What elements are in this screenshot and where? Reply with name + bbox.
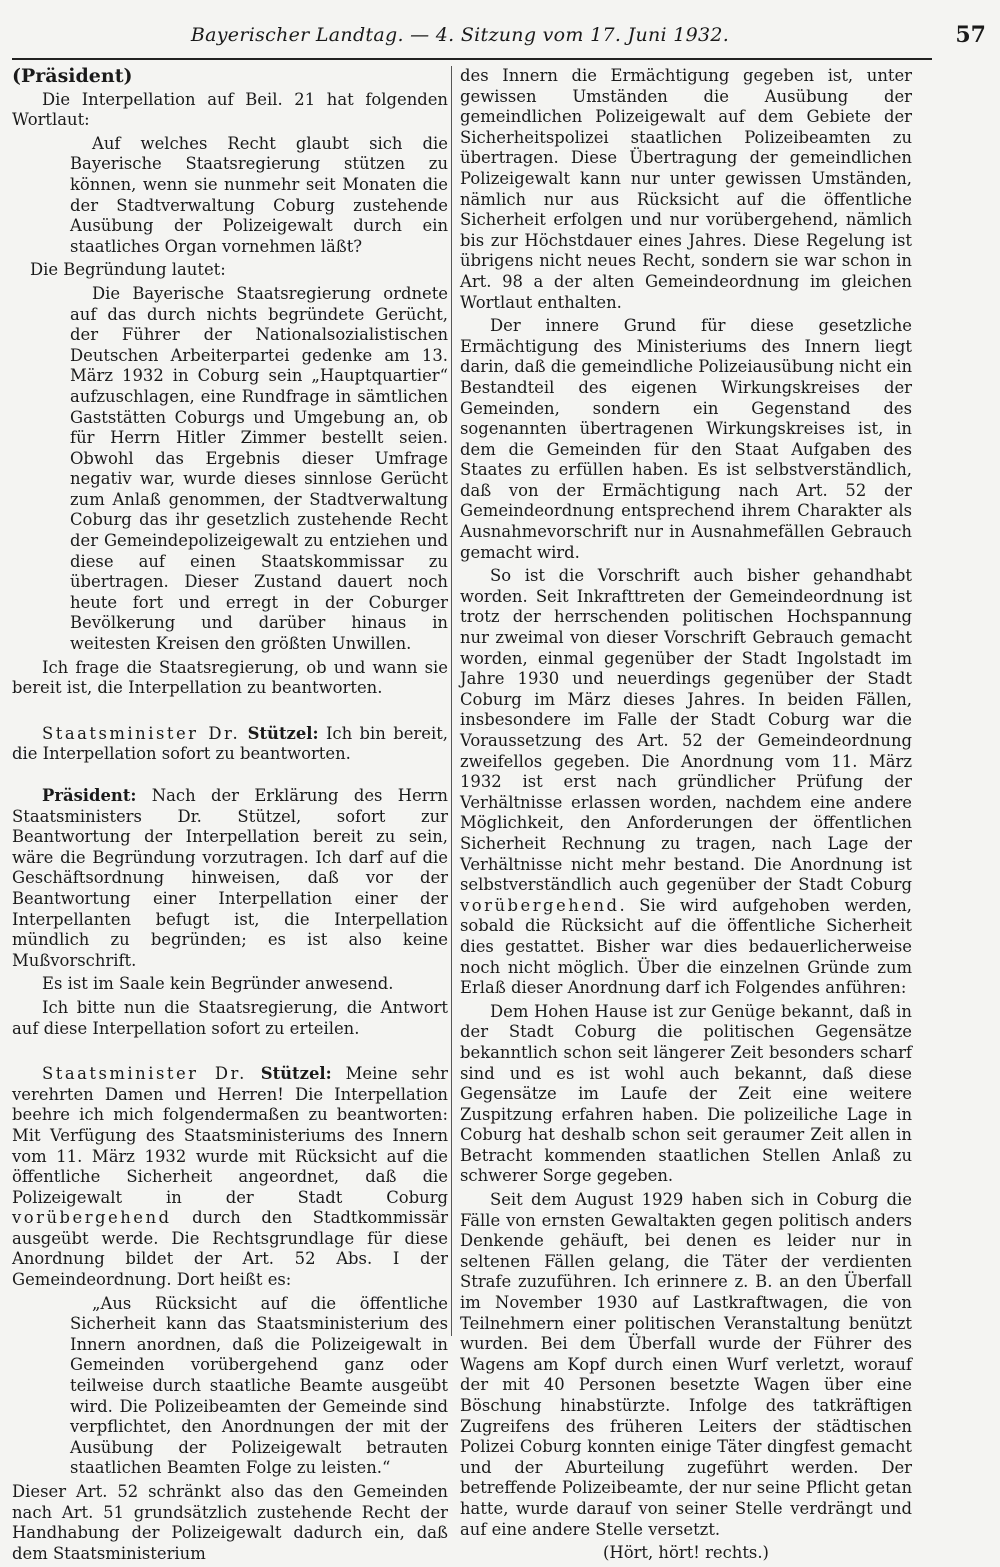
speaker-role: Staatsminister Dr. xyxy=(42,1064,247,1084)
quote-text: Die Bayerische Staatsregierung ordnete auf das durch nichts begründete Gerücht, der Führer der Nationalsozialistischen Deutschen Arbeiterpartei gedenke am 13. März 1932 in Coburg sein „Hauptquartier“ aufzuschlagen, eine Rundfrage in sämtlichen Gaststätten Coburgs und Umgebung an, ob für Herrn Hitler Zimmer bestellt seien. Obwohl das Ergebnis dieser Umfrage negativ war, wurde dieses sinnlose Gerücht zum Anlaß genommen, der Stadtverwaltung Coburg das ihr gesetzlich zustehende Recht der Gemeindepolizeigewalt zu entziehen und diese auf einen Staatskommissar zu übertragen. Dieser Zustand dauert noch heute fort und erregt in der Coburger Bevölkerung und darüber hinaus in weitesten Kreisen den größten Unwillen. xyxy=(70,283,448,654)
speaker-name: Stützel: xyxy=(260,1064,332,1084)
paragraph: Ich bitte nun die Staatsregierung, die Antwort auf diese Interpellation sofort zu erteilen. xyxy=(12,997,448,1038)
paragraph: Die Interpellation auf Beil. 21 hat folgenden Wortlaut: xyxy=(12,89,448,130)
speech-text: Ich bin bereit, die Interpellation sofort zu beantworten. xyxy=(12,723,448,764)
speech xyxy=(12,786,448,971)
paragraph: Dieser Art. 52 schränkt also das den Gemeinden nach Art. 51 grundsätzlich zustehende Recht der Handhabung der Polizeigewalt dadurch ein, daß dem Staatsministerium xyxy=(12,1482,448,1563)
paragraph: Es ist im Saale kein Begründer anwesend. xyxy=(42,974,394,994)
header-rule xyxy=(12,58,932,60)
paragraph: des Innern die Ermächtigung gegeben ist, unter gewissen Umständen die Ausübung der gemeindlichen Polizeigewalt auf dem Gebiete der Sicherheitspolizei staatlichen Polizeibeamten zu übertragen. Diese Übertragung der gemeindlichen Polizeigewalt kann nur unter gewissen Umständen, nämlich nur aus Rücksicht auf die öffentliche Sicherheit erfolgen und nur vorübergehend, nämlich bis zur Höchstdauer eines Jahres. Diese Regelung ist übrigens nicht neues Recht, sondern sie war schon in Art. 98 a der alten Gemeindeordnung im gleichen Wortlaut enthalten. xyxy=(460,66,912,312)
speaker-heading: (Präsident) xyxy=(12,65,133,87)
right-column xyxy=(460,66,912,1567)
interjection: (Hört, hört! rechts.) xyxy=(603,1543,769,1563)
column-divider xyxy=(451,66,452,1336)
speech xyxy=(12,1064,448,1291)
paragraph: Seit dem August 1929 haben sich in Coburg die Fälle von ernsten Gewaltakten gegen politisch anders Denkende gehäuft, bei denen es leider nur in seltenen Fällen gelang, die Täter der verdienten Strafe zuzuführen. Ich erinnere z. B. an den Überfall im November 1930 auf Lastkraftwagen, die von Teilnehmern einer politischen Veranstaltung benützt wurden. Bei dem Überfall wurde der Führer des Wagens am Kopf durch einen Wurf verletzt, worauf der mit 40 Personen besetzte Wagen über eine Böschung hinabstürzte. Infolge des tatkräftigen Zugreifens des früheren Leiters der städtischen Polizei Coburg konnten einige Täter dingfest gemacht und der Aburteilung zugeführt werden. Der betreffende Polizeibeamte, der nur seine Pflicht getan hatte, wurde darauf von seiner Stelle verdrängt und auf eine andere Stelle versetzt. xyxy=(460,1190,912,1539)
speech-text: Meine sehr verehrten Damen und Herren! Die Interpellation beehre ich mich folgendermaßen zu beantworten: Mit Verfügung des Staatsministeriums des Innern vom 11. März 1932 wurde mit Rücksicht auf die öffentliche Sicherheit angeordnet, daß die Polizeigewalt in der Stadt Coburg xyxy=(12,1064,449,1207)
paragraph xyxy=(460,566,912,998)
spaced-word: vorübergehend xyxy=(12,1208,172,1228)
quote-text: „Aus Rücksicht auf die öffentliche Sicherheit kann das Staatsministerium des Innern anordnen, daß die Polizeigewalt in Gemeinden vorübergehend ganz oder teilweise durch staatliche Beamte ausgeübt wird. Die Polizeibeamten der Gemeinde sind verpflichtet, den Anordnungen der mit der Ausübung der Polizeigewalt betrauten staatlichen Beamten Folge zu leisten.“ xyxy=(70,1293,448,1478)
spaced-word: vorübergehend xyxy=(460,895,620,915)
justification-quote xyxy=(70,284,448,655)
speech-text: durch den Stadtkommissär ausgeübt werde. Die Rechtsgrundlage für diese Anordnung bildet der Art. 52 Abs. I der Gemeindeordnung. Dort heißt es: xyxy=(12,1208,448,1290)
speaker-role: Staatsminister Dr. xyxy=(42,723,241,743)
paragraph: Der innere Grund für diese gesetzliche Ermächtigung des Ministeriums des Innern liegt darin, daß die gemeindliche Polizeiausübung nicht ein Bestandteil des eigenen Wirkungskreises der Gemeinden, sondern ein Gegenstand des sogenannten übertragenen Wirkungskreises ist, in dem die Gemeinden für den Staat Aufgaben des Staates zu erfüllen haben. Es ist selbstverständlich, daß von der Ermächtigung nach Art. 52 der Gemeindeordnung entsprechend ihrem Charakter als Ausnahmevorschrift nur in Ausnahmefällen Gebrauch gemacht wird. xyxy=(460,316,912,562)
interpellation-quote xyxy=(70,134,448,258)
paragraph-text: So ist die Vorschrift auch bisher gehandhabt worden. Seit Inkrafttreten der Gemeindeordnung ist trotz der herrschenden politischen Hochspannung nur zweimal von dieser Vorschrift Gebrauch gemacht worden, einmal gegenüber der Stadt Ingolstadt im Jahre 1930 und neuerdings gegenüber der Stadt Coburg im März dieses Jahres. In beiden Fällen, insbesondere im Falle der Stadt Coburg war die Voraussetzung des Art. 52 der Gemeindeordnung zweifellos gegeben. Die Anordnung vom 11. März 1932 ist erst nach gründlicher Prüfung der Verhältnisse erlassen worden, nachdem eine andere Möglichkeit, den Anforderungen der öffentlichen Sicherheit Rechnung zu tragen, nach Lage der Verhältnisse nicht mehr bestand. Die Anordnung ist selbstverständlich auch gegenüber der Stadt Coburg xyxy=(460,566,912,895)
speaker-name: Stützel: xyxy=(247,723,319,743)
quote-text: Auf welches Recht glaubt sich die Bayerische Staatsregierung stützen zu können, wenn sie nunmehr seit Monaten die der Stadtverwaltung Coburg zustehende Ausübung der Polizeigewalt durch ein staatliches Organ vornehmen läßt? xyxy=(70,133,448,256)
paragraph: Ich frage die Staatsregierung, ob und wann sie bereit ist, die Interpellation zu beantworten. xyxy=(12,657,448,698)
paragraph: Dem Hohen Hause ist zur Genüge bekannt, daß in der Stadt Coburg die politischen Gegensätze bekanntlich schon seit längerer Zeit besonders scharf sind und es ist wohl auch bekannt, daß diese Gegensätze im Laufe der Zeit eine weitere Zuspitzung erfahren haben. Die polizeiliche Lage in Coburg hat deshalb schon seit geraumer Zeit allen in Betracht kommenden staatlichen Stellen Anlaß zu schwerer Sorge gegeben. xyxy=(460,1001,912,1186)
paragraph-text: . Sie wird aufgehoben werden, sobald die Rücksicht auf die öffentliche Sicherheit dies gestattet. Bisher war dies bedauerlicherweise noch nicht möglich. Über die einzelnen Gründe zum Erlaß dieser Anordnung darf ich Folgendes anführen: xyxy=(460,895,912,998)
speaker-name: Präsident: xyxy=(42,786,137,805)
speech-text: Nach der Erklärung des Herrn Staatsministers Dr. Stützel, sofort zur Beantwortung der Interpellation bereit zu sein, wäre die Begründung vorzutragen. Ich darf auf die Geschäftsordnung hinweisen, daß vor der Beantwortung einer Interpellation einer der Interpellanten befugt ist, die Interpellation mündlich zu begründen; es ist also keine Mußvorschrift. xyxy=(12,786,448,970)
running-header: Bayerischer Landtag. — 4. Sitzung vom 17. Juni 1932. xyxy=(190,24,730,46)
speech xyxy=(12,724,448,765)
law-quote xyxy=(70,1294,448,1479)
paragraph: Die Begründung lautet: xyxy=(30,260,226,280)
left-column xyxy=(12,66,448,1567)
page-number: 57 xyxy=(955,22,986,48)
